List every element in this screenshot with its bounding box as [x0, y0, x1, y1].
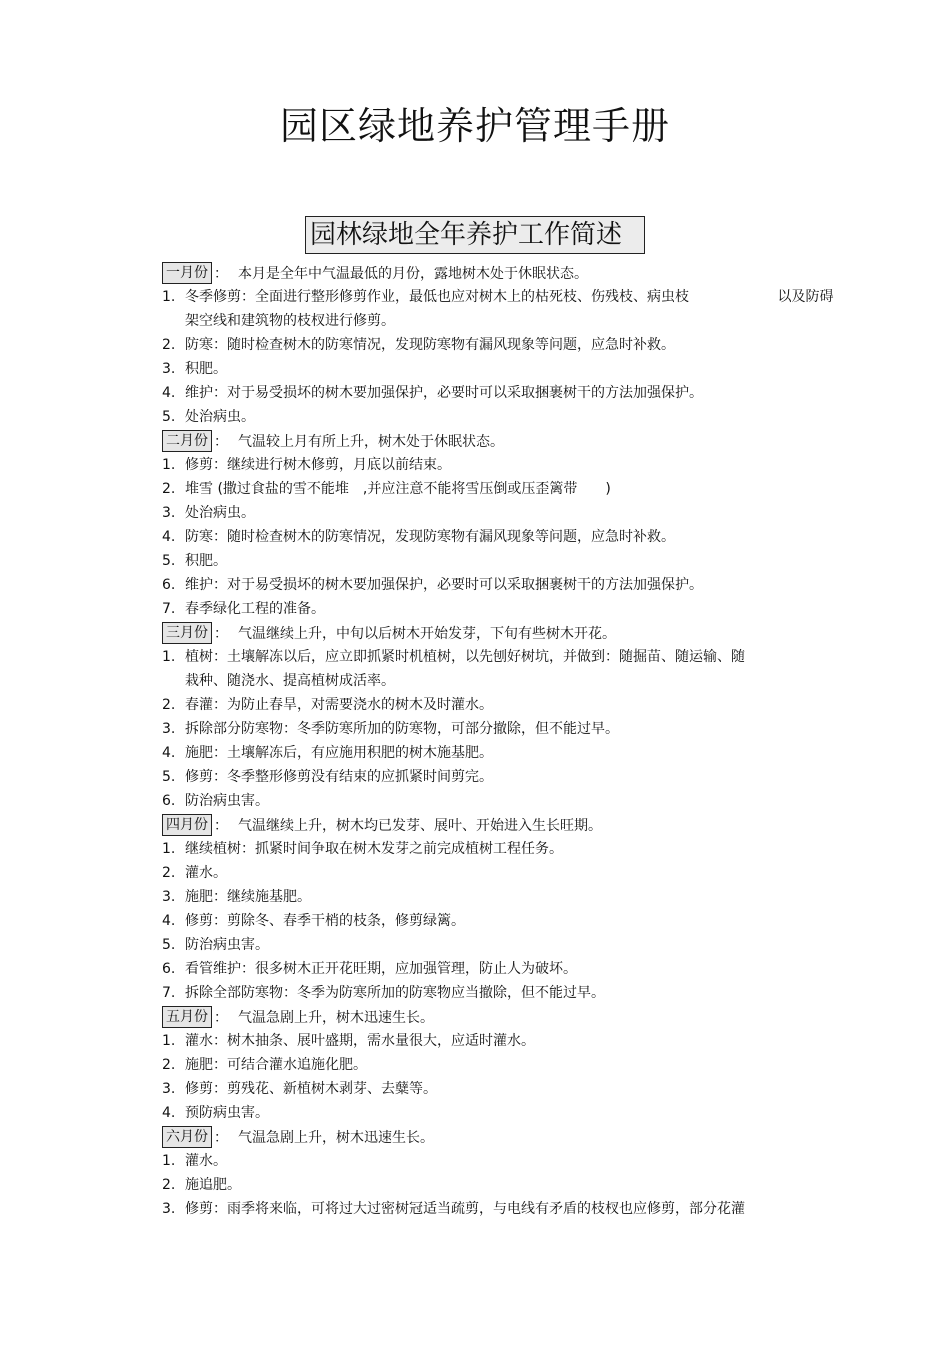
list-item-text: 防治病虫害。	[185, 937, 269, 953]
list-item	[162, 381, 922, 405]
list-item-number: 3.	[162, 505, 176, 521]
list-item	[162, 1149, 922, 1173]
list-item-number: 2.	[162, 865, 176, 881]
month-colon: ：	[214, 626, 228, 642]
list-item	[162, 1077, 922, 1101]
list-item-number: 3.	[162, 1201, 176, 1217]
month-badge: 四月份	[162, 814, 212, 836]
list-item-text: 修剪：冬季整形修剪没有结束的应抓紧时间剪完。	[185, 769, 493, 785]
list-item-text: 植树：土壤解冻以后，应立即抓紧时机植树，以先刨好树坑，并做到：随掘苗、随运输、随	[185, 649, 745, 665]
list-item	[162, 501, 922, 525]
list-item	[162, 837, 922, 861]
month-header	[162, 429, 922, 453]
list-item-number: 1.	[162, 289, 176, 305]
list-item-text: 处治病虫。	[185, 505, 255, 521]
section-subtitle: 园林绿地全年养护工作简述	[305, 216, 645, 254]
list-item-text: 灌水。	[185, 865, 227, 881]
list-item-text: 拆除全部防寒物：冬季为防寒所加的防寒物应当撤除，但不能过早。	[185, 985, 605, 1001]
list-item-number: 1.	[162, 1033, 176, 1049]
list-item-number: 5.	[162, 553, 176, 569]
list-item-text: 修剪：雨季将来临，可将过大过密树冠适当疏剪，与电线有矛盾的枝杈也应修剪，部分花灌	[185, 1201, 745, 1217]
list-item	[162, 453, 922, 477]
list-item-text: 堆雪 (撒过食盐的雪不能堆 ,并应注意不能将雪压倒或压歪篱带 )	[185, 481, 611, 497]
month-colon: ：	[214, 1130, 228, 1146]
list-item	[162, 861, 922, 885]
list-item-text: 修剪：剪除冬、春季干梢的枝条，修剪绿篱。	[185, 913, 465, 929]
list-item-text: 施追肥。	[185, 1177, 241, 1193]
list-item-text: 继续植树：抓紧时间争取在树木发芽之前完成植树工程任务。	[185, 841, 563, 857]
list-item-text: 春灌：为防止春旱，对需要浇水的树木及时灌水。	[185, 697, 493, 713]
month-header	[162, 261, 922, 285]
list-item-number: 7.	[162, 601, 176, 617]
list-item	[162, 1173, 922, 1197]
list-item-text: 灌水。	[185, 1153, 227, 1169]
list-item-number: 4.	[162, 1105, 176, 1121]
list-item	[162, 549, 922, 573]
month-description: 气温继续上升，中旬以后树木开始发芽，下旬有些树木开花。	[238, 626, 616, 642]
month-description: 本月是全年中气温最低的月份，露地树木处于休眠状态。	[238, 266, 588, 282]
document-title: 园区绿地养护管理手册	[279, 104, 670, 148]
list-item-number: 4.	[162, 745, 176, 761]
list-item	[162, 789, 922, 813]
list-item-number: 1.	[162, 841, 176, 857]
list-item	[162, 933, 922, 957]
list-item-text-continued: 栽种、随浇水、提高植树成活率。	[185, 673, 395, 689]
list-item-text: 处治病虫。	[185, 409, 255, 425]
list-item-number: 3.	[162, 721, 176, 737]
list-item-text: 灌水：树木抽条、展叶盛期，需水量很大，应适时灌水。	[185, 1033, 535, 1049]
month-badge: 三月份	[162, 622, 212, 644]
month-description: 气温急剧上升，树木迅速生长。	[238, 1130, 434, 1146]
list-item-number: 2.	[162, 481, 176, 497]
list-item-number: 3.	[162, 1081, 176, 1097]
month-badge: 六月份	[162, 1126, 212, 1148]
list-item-text: 冬季修剪：全面进行整形修剪作业，最低也应对树木上的枯死枝、伤残枝、病虫枝 以及防碍	[185, 289, 834, 305]
list-item	[162, 285, 922, 333]
list-item-number: 2.	[162, 697, 176, 713]
list-item-text: 拆除部分防寒物：冬季防寒所加的防寒物，可部分撤除，但不能过早。	[185, 721, 619, 737]
list-item-number: 2.	[162, 1177, 176, 1193]
month-colon: ：	[214, 1010, 228, 1026]
list-item	[162, 1029, 922, 1053]
list-item	[162, 765, 922, 789]
list-item-text-continued: 架空线和建筑物的枝杈进行修剪。	[185, 313, 395, 329]
list-item-text: 修剪：继续进行树木修剪，月底以前结束。	[185, 457, 451, 473]
list-item-text: 施肥：继续施基肥。	[185, 889, 311, 905]
list-item-text: 施肥：可结合灌水追施化肥。	[185, 1057, 367, 1073]
list-item	[162, 741, 922, 765]
list-item-number: 5.	[162, 937, 176, 953]
list-item-text: 春季绿化工程的准备。	[185, 601, 325, 617]
list-item-text: 维护：对于易受损坏的树木要加强保护，必要时可以采取捆裹树干的方法加强保护。	[185, 385, 703, 401]
list-item-number: 4.	[162, 529, 176, 545]
list-item-text: 防治病虫害。	[185, 793, 269, 809]
month-description: 气温继续上升，树木均已发芽、展叶、开始进入生长旺期。	[238, 818, 602, 834]
month-badge: 一月份	[162, 262, 212, 284]
list-item-number: 5.	[162, 769, 176, 785]
month-description: 气温急剧上升，树木迅速生长。	[238, 1010, 434, 1026]
list-item-number: 3.	[162, 361, 176, 377]
list-item-number: 6.	[162, 577, 176, 593]
list-item-number: 6.	[162, 961, 176, 977]
month-colon: ：	[214, 434, 228, 450]
list-item-number: 1.	[162, 1153, 176, 1169]
list-item	[162, 357, 922, 381]
subtitle-container	[0, 216, 950, 254]
month-colon: ：	[214, 266, 228, 282]
list-item-number: 4.	[162, 913, 176, 929]
list-item-number: 1.	[162, 457, 176, 473]
list-item-number: 3.	[162, 889, 176, 905]
list-item	[162, 981, 922, 1005]
list-item	[162, 477, 922, 501]
list-item-text: 施肥：土壤解冻后，有应施用积肥的树木施基肥。	[185, 745, 493, 761]
list-item-text: 修剪：剪残花、新植树木剥芽、去糵等。	[185, 1081, 437, 1097]
list-item-number: 6.	[162, 793, 176, 809]
month-header	[162, 1125, 922, 1149]
list-item-number: 1.	[162, 649, 176, 665]
list-item-text: 维护：对于易受损坏的树木要加强保护，必要时可以采取捆裹树干的方法加强保护。	[185, 577, 703, 593]
list-item-text: 看管维护：很多树木正开花旺期，应加强管理，防止人为破坏。	[185, 961, 577, 977]
month-header	[162, 813, 922, 837]
list-item-text: 积肥。	[185, 361, 227, 377]
list-item	[162, 525, 922, 549]
list-item-number: 4.	[162, 385, 176, 401]
month-badge: 二月份	[162, 430, 212, 452]
list-item-number: 2.	[162, 337, 176, 353]
list-item	[162, 957, 922, 981]
month-header	[162, 621, 922, 645]
list-item	[162, 885, 922, 909]
list-item	[162, 909, 922, 933]
list-item-text: 预防病虫害。	[185, 1105, 269, 1121]
month-description: 气温较上月有所上升，树木处于休眠状态。	[238, 434, 504, 450]
list-item	[162, 333, 922, 357]
month-badge: 五月份	[162, 1006, 212, 1028]
list-item	[162, 693, 922, 717]
list-item-text: 积肥。	[185, 553, 227, 569]
list-item-text: 防寒：随时检查树木的防寒情况，发现防寒物有漏风现象等问题，应急时补救。	[185, 337, 675, 353]
list-item-number: 2.	[162, 1057, 176, 1073]
list-item	[162, 717, 922, 741]
list-item	[162, 1197, 922, 1221]
list-item	[162, 645, 922, 693]
list-item	[162, 573, 922, 597]
list-item	[162, 597, 922, 621]
list-item-text: 防寒：随时检查树木的防寒情况，发现防寒物有漏风现象等问题，应急时补救。	[185, 529, 675, 545]
list-item	[162, 405, 922, 429]
month-list	[162, 261, 922, 1221]
month-header	[162, 1005, 922, 1029]
list-item	[162, 1053, 922, 1077]
list-item-number: 5.	[162, 409, 176, 425]
month-colon: ：	[214, 818, 228, 834]
list-item-number: 7.	[162, 985, 176, 1001]
list-item	[162, 1101, 922, 1125]
